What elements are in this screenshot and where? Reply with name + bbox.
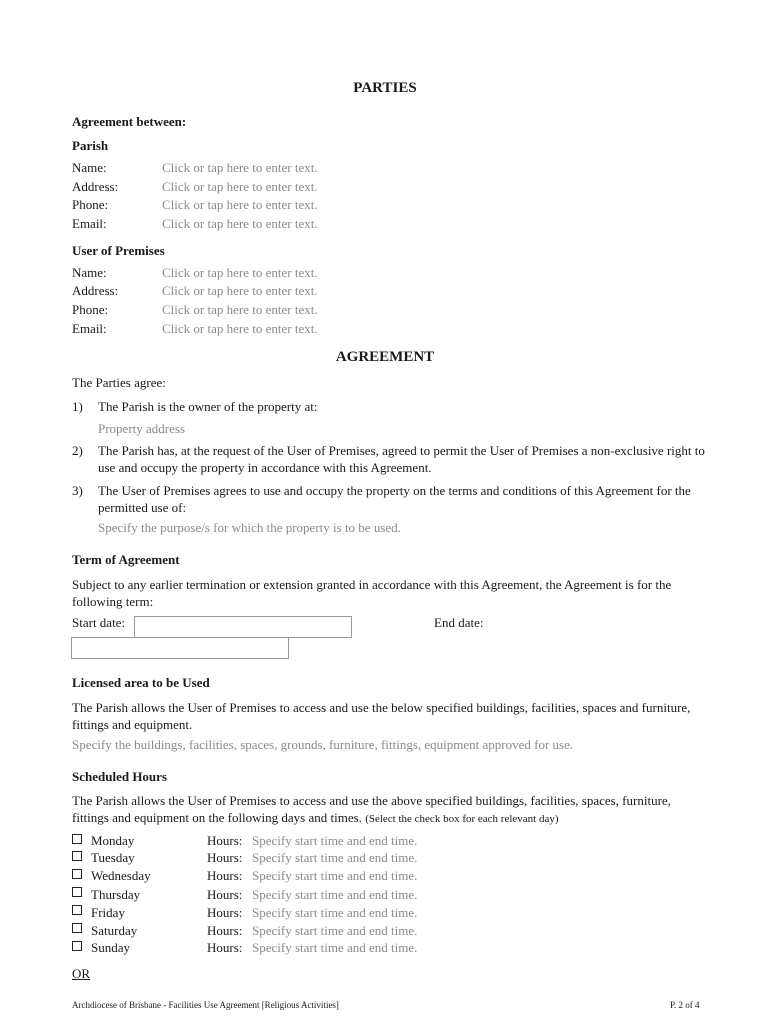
wednesday-checkbox[interactable] [72, 869, 82, 879]
hours-label: Hours: [207, 850, 243, 865]
clause-2-number: 2) [72, 443, 83, 458]
thursday-checkbox[interactable] [72, 887, 82, 897]
parish-email-label: Email: [72, 216, 107, 231]
parish-address-label: Address: [72, 179, 119, 194]
licensed-area-field[interactable]: Specify the buildings, facilities, spaces, grounds, furniture, fittings, equipment approved for use. [72, 737, 574, 752]
user-address-field[interactable]: Click or tap here to enter text. [162, 283, 318, 298]
monday-checkbox[interactable] [72, 834, 82, 844]
hours-label: Hours: [207, 868, 243, 883]
page-number: P. 2 of 4 [670, 1000, 700, 1010]
parish-name-label: Name: [72, 160, 107, 175]
friday-checkbox[interactable] [72, 905, 82, 915]
hours-label: Hours: [207, 905, 243, 920]
saturday-checkbox[interactable] [72, 923, 82, 933]
hours-label: Hours: [207, 923, 243, 938]
licensed-area-heading: Licensed area to be Used [72, 675, 210, 690]
term-text: Subject to any earlier termination or extension granted in accordance with this Agreement, the Agreement is for the following term: [72, 577, 672, 609]
day-label: Tuesday [91, 850, 135, 865]
tuesday-checkbox[interactable] [72, 851, 82, 861]
end-date-label: End date: [434, 615, 484, 630]
licensed-area-text: The Parish allows the User of Premises to access and use the below specified buildings, facilities, spaces and furniture, fittings and equipment. [72, 700, 691, 732]
user-name-field[interactable]: Click or tap here to enter text. [162, 265, 318, 280]
parish-phone-field[interactable]: Click or tap here to enter text. [162, 197, 318, 212]
or-separator: OR [72, 966, 91, 981]
clause-1-number: 1) [72, 399, 83, 414]
user-phone-label: Phone: [72, 302, 109, 317]
day-label: Thursday [91, 887, 141, 902]
parish-name-field[interactable]: Click or tap here to enter text. [162, 160, 318, 175]
wednesday-hours-field[interactable]: Specify start time and end time. [252, 868, 418, 883]
monday-hours-field[interactable]: Specify start time and end time. [252, 833, 418, 848]
hours-label: Hours: [207, 887, 243, 902]
parish-email-field[interactable]: Click or tap here to enter text. [162, 216, 318, 231]
user-email-field[interactable]: Click or tap here to enter text. [162, 321, 318, 336]
parties-heading: PARTIES [353, 80, 417, 96]
user-email-label: Email: [72, 321, 107, 336]
permitted-use-field[interactable]: Specify the purpose/s for which the property is to be used. [98, 520, 401, 535]
parties-agree-text: The Parties agree: [72, 375, 166, 390]
scheduled-hours-heading: Scheduled Hours [72, 769, 167, 784]
user-name-label: Name: [72, 265, 107, 280]
day-label: Saturday [91, 923, 138, 938]
sunday-checkbox[interactable] [72, 941, 82, 951]
friday-hours-field[interactable]: Specify start time and end time. [252, 905, 418, 920]
user-address-label: Address: [72, 283, 119, 298]
clause-2-text: The Parish has, at the request of the User of Premises, agreed to permit the User of Premises a non-exclusive right to use and occupy the property in accordance with this Agreement. [98, 443, 705, 475]
term-heading: Term of Agreement [72, 552, 180, 567]
sunday-hours-field[interactable]: Specify start time and end time. [252, 940, 418, 955]
day-label: Wednesday [91, 868, 151, 883]
clause-1-text: The Parish is the owner of the property at: [98, 399, 318, 414]
day-label: Monday [91, 833, 135, 848]
scheduled-hours-text [72, 792, 692, 828]
end-date-input[interactable] [71, 637, 289, 659]
thursday-hours-field[interactable]: Specify start time and end time. [252, 887, 418, 902]
parish-address-field[interactable]: Click or tap here to enter text. [162, 179, 318, 194]
footer-title: Archdiocese of Brisbane - Facilities Use Agreement [Religious Activities] [72, 1000, 339, 1010]
clause-3-number: 3) [72, 483, 83, 498]
day-label: Friday [91, 905, 125, 920]
start-date-input[interactable] [134, 616, 352, 638]
hours-label: Hours: [207, 833, 243, 848]
scheduled-hours-body: The Parish allows the User of Premises to access and use the above specified buildings, facilities, spaces, furniture, fittings and equipment on the following days and times. [72, 793, 671, 825]
agreement-between-label: Agreement between: [72, 114, 187, 129]
saturday-hours-field[interactable]: Specify start time and end time. [252, 923, 418, 938]
day-label: Sunday [91, 940, 130, 955]
user-section-title: User of Premises [72, 243, 165, 258]
agreement-heading: AGREEMENT [335, 349, 435, 365]
tuesday-hours-field[interactable]: Specify start time and end time. [252, 850, 418, 865]
clause-3-text: The User of Premises agrees to use and occupy the property on the terms and conditions of this Agreement for the permitted use of: [98, 483, 691, 515]
hours-label: Hours: [207, 940, 243, 955]
checkbox-instruction: (Select the check box for each relevant day) [365, 813, 559, 825]
parish-phone-label: Phone: [72, 197, 109, 212]
parish-section-title: Parish [72, 138, 109, 153]
property-address-field[interactable]: Property address [98, 421, 186, 436]
start-date-label: Start date: [72, 615, 126, 630]
user-phone-field[interactable]: Click or tap here to enter text. [162, 302, 318, 317]
